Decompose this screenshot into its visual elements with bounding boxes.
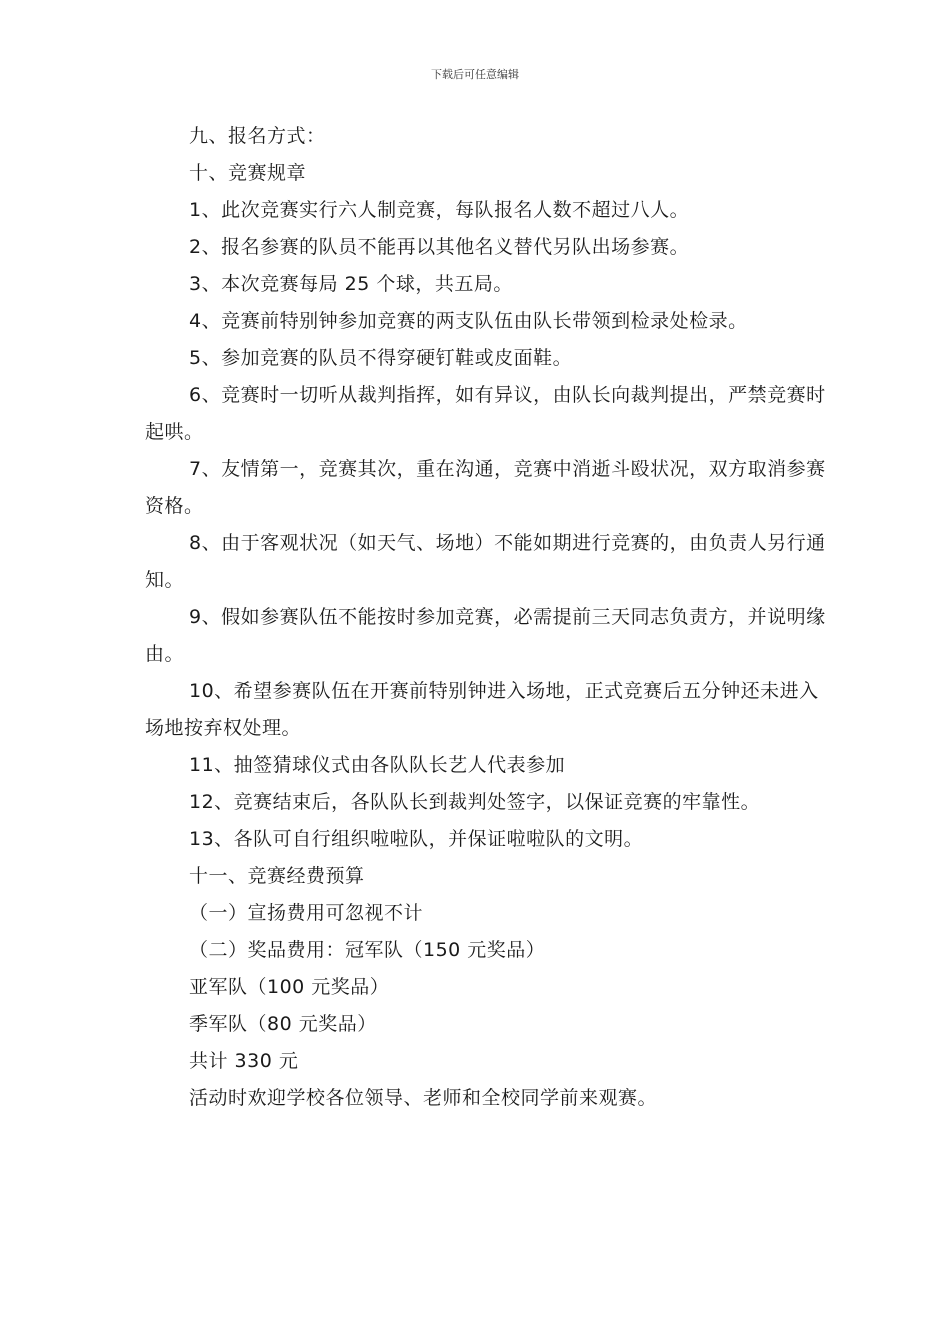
paragraph: 10、希望参赛队伍在开赛前特别钟进入场地，正式竞赛后五分钟还未进入场地按弃权处理。 bbox=[145, 680, 819, 739]
paragraph: 活动时欢迎学校各位领导、老师和全校同学前来观赛。 bbox=[189, 1087, 658, 1109]
paragraph: 九、报名方式： bbox=[189, 125, 326, 147]
paragraph: 亚军队（100 元奖品） bbox=[189, 976, 390, 998]
paragraph: 2、报名参赛的队员不能再以其他名义替代另队出场参赛。 bbox=[189, 236, 690, 258]
paragraph: （二）奖品费用：冠军队（150 元奖品） bbox=[189, 939, 546, 961]
paragraph: 3、本次竞赛每局 25 个球，共五局。 bbox=[189, 273, 513, 295]
paragraph: 共计 330 元 bbox=[189, 1050, 299, 1072]
paragraph: （一）宣扬费用可忽视不计 bbox=[189, 902, 424, 924]
paragraph: 季军队（80 元奖品） bbox=[189, 1013, 377, 1035]
document-body bbox=[145, 118, 835, 1117]
paragraph: 7、友情第一，竞赛其次，重在沟通，竞赛中消逝斗殴状况，双方取消参赛资格。 bbox=[145, 458, 826, 517]
paragraph: 十一、竞赛经费预算 bbox=[189, 865, 365, 887]
page-header: 下载后可任意编辑 bbox=[431, 68, 519, 81]
paragraph: 5、参加竞赛的队员不得穿硬钉鞋或皮面鞋。 bbox=[189, 347, 573, 369]
paragraph: 13、各队可自行组织啦啦队，并保证啦啦队的文明。 bbox=[189, 828, 644, 850]
paragraph: 十、竞赛规章 bbox=[189, 162, 307, 184]
paragraph: 6、竞赛时一切听从裁判指挥，如有异议，由队长向裁判提出，严禁竞赛时起哄。 bbox=[145, 384, 826, 443]
paragraph: 12、竞赛结束后，各队队长到裁判处签字，以保证竞赛的牢靠性。 bbox=[189, 791, 761, 813]
paragraph: 8、由于客观状况（如天气、场地）不能如期进行竞赛的，由负责人另行通知。 bbox=[145, 532, 826, 591]
paragraph: 4、竞赛前特别钟参加竞赛的两支队伍由队长带领到检录处检录。 bbox=[189, 310, 748, 332]
paragraph: 9、假如参赛队伍不能按时参加竞赛，必需提前三天同志负责方，并说明缘由。 bbox=[145, 606, 826, 665]
paragraph: 1、此次竞赛实行六人制竞赛，每队报名人数不超过八人。 bbox=[189, 199, 690, 221]
paragraph: 11、抽签猜球仪式由各队队长艺人代表参加 bbox=[189, 754, 566, 776]
